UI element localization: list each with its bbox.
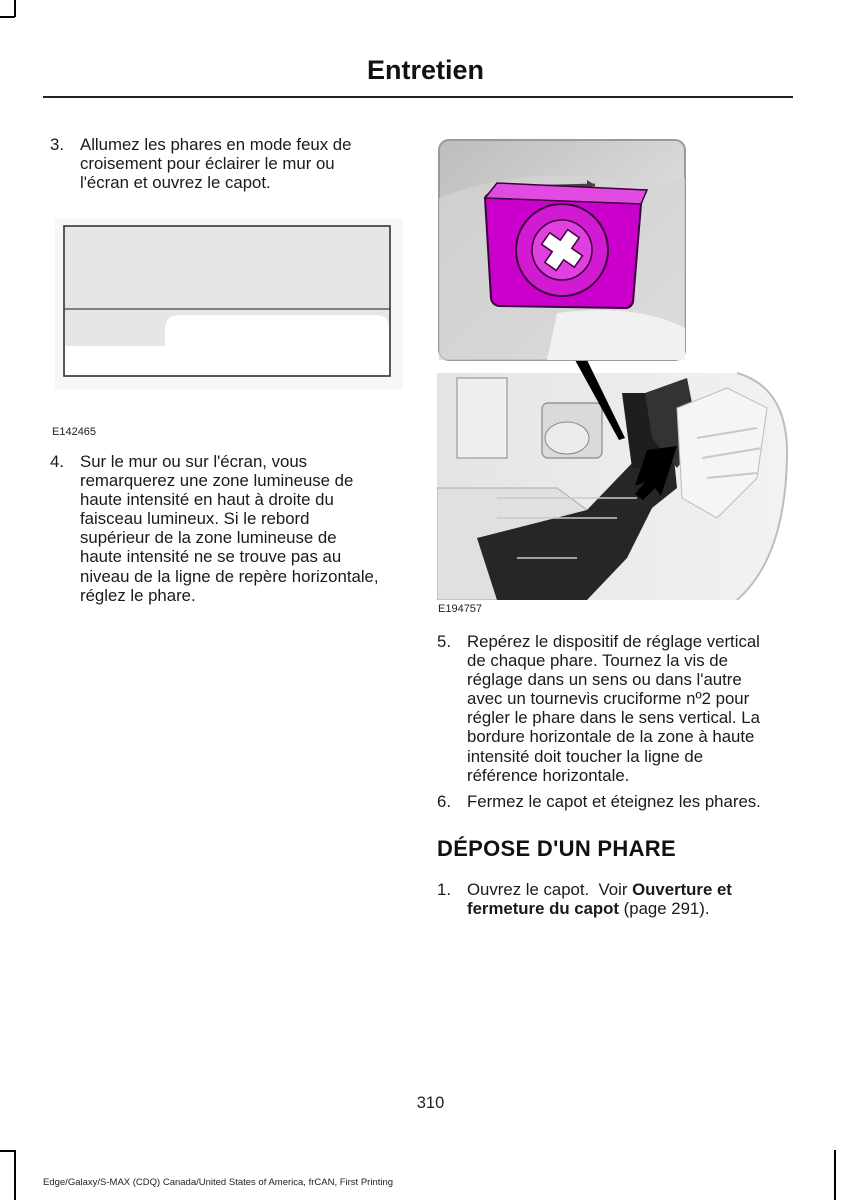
step-5 bbox=[437, 632, 797, 790]
step-text: Ouvrez le capot. Voir Ouverture et fermeture du capot (page 291). bbox=[467, 880, 732, 919]
step-text: Allumez les phares en mode feux de croisement pour éclairer le mur ou l'écran et ouvrez le capot. bbox=[80, 135, 352, 193]
step-text: Repérez le dispositif de réglage vertical de chaque phare. Tournez la vis de réglage dans un sens ou dans l'autre avec un tournevis cruciforme nº2 pour régler le phare dans le sens vertical. La bordure horizontale de la zone à haute intensité doit toucher la ligne de référence horizontale. bbox=[467, 632, 760, 785]
header-rule bbox=[43, 96, 793, 98]
crop-mark-bottom-left-h bbox=[0, 1150, 15, 1152]
page-title: Entretien bbox=[366, 55, 484, 85]
step-number: 3. bbox=[50, 135, 64, 154]
footer-imprint: Edge/Galaxy/S-MAX (CDQ) Canada/United States of America, frCAN, First Printing bbox=[43, 1177, 394, 1188]
cross-reference-link[interactable]: Ouverture et bbox=[632, 880, 732, 899]
step-6 bbox=[437, 792, 797, 814]
step-number: 4. bbox=[50, 452, 64, 471]
page-number: 310 bbox=[416, 1094, 445, 1112]
crop-mark-bottom-right bbox=[834, 1150, 836, 1200]
crop-mark-top-left bbox=[14, 0, 16, 17]
wall-beam-illustration bbox=[55, 218, 403, 390]
step-number: 5. bbox=[437, 632, 451, 651]
section-heading: DÉPOSE D'UN PHARE bbox=[437, 836, 676, 861]
cross-reference-link-cont[interactable]: fermeture du capot bbox=[467, 899, 619, 919]
headlamp-adjuster-illustration bbox=[437, 138, 789, 600]
removal-step-1 bbox=[437, 880, 797, 922]
step-text: Sur le mur ou sur l'écran, vous remarquerez une zone lumineuse de haute intensité en haut à droite du faisceau lumineux. Si le rebord supérieur de la zone lumineuse de haute intensité ne se trouve pas au niveau de la ligne de repère horizontale, réglez le phare. bbox=[80, 452, 379, 605]
figure-label-headlamp: E194757 bbox=[438, 603, 483, 615]
step-number: 6. bbox=[437, 792, 451, 811]
step-4 bbox=[50, 452, 410, 612]
figure-label-wall: E142465 bbox=[52, 426, 97, 438]
step-number: 1. bbox=[437, 880, 451, 899]
crop-mark-bottom-left bbox=[14, 1150, 16, 1200]
crop-mark-top-left-h bbox=[0, 16, 15, 18]
step-3 bbox=[50, 135, 410, 195]
step-text: Fermez le capot et éteignez les phares. bbox=[467, 792, 761, 811]
